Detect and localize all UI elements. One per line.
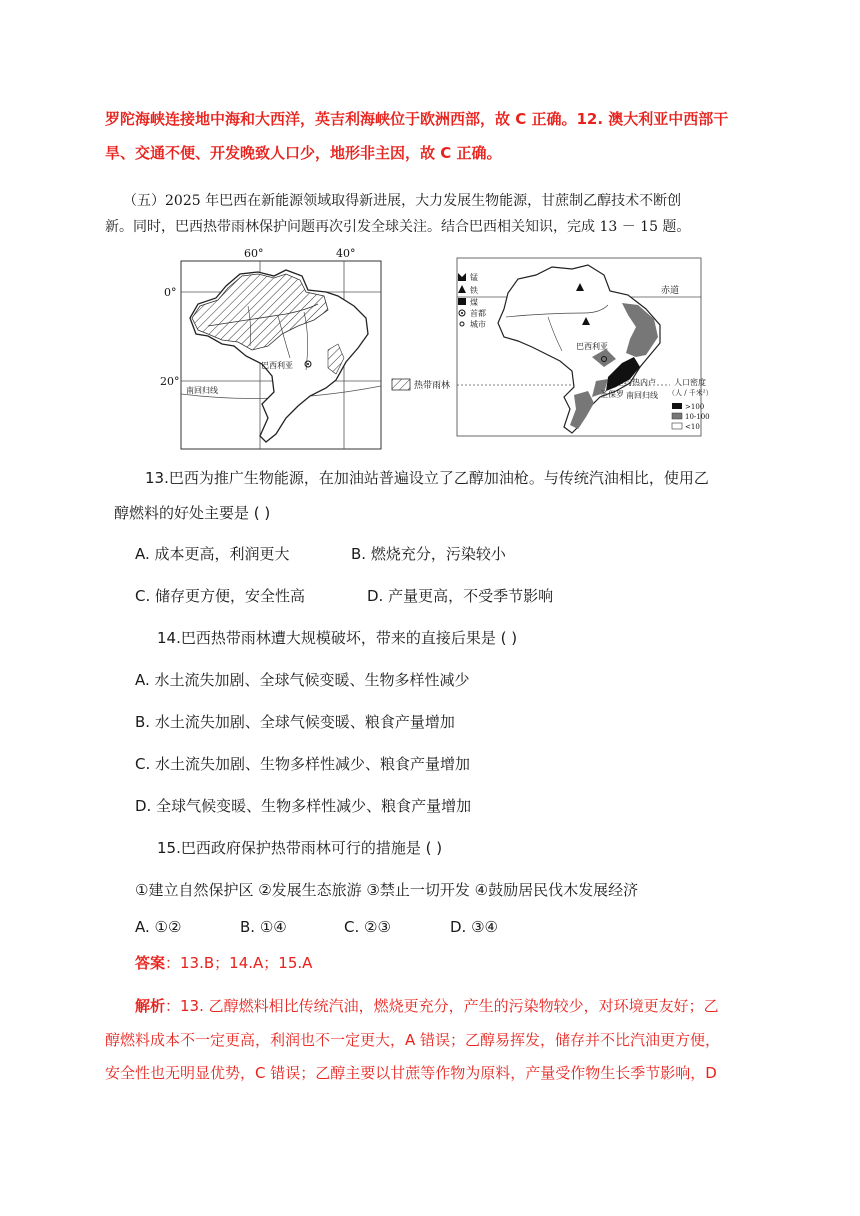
coal-icon	[458, 298, 466, 305]
density-title: 人口密度	[674, 378, 706, 387]
q15-option-b[interactable]: B. ①④	[240, 918, 287, 936]
analysis-line-2: 醇燃料成本不一定更高，利润也不一定更大，A 错误；乙醇易挥发，储存并不比汽油更方便，	[105, 1031, 721, 1049]
brazil-rainforest-map	[160, 246, 468, 452]
prev-analysis-line-2: 旱、交通不便、开发晚致人口少，地形非主因，故 C 正确。	[105, 144, 502, 162]
rio-label: 里约热内卢	[616, 378, 656, 387]
capital-label-right: 巴西利亚	[576, 342, 608, 351]
q14-stem: 14.巴西热带雨林遭大规模破坏，带来的直接后果是 ( )	[157, 629, 518, 647]
legend-city: 城市	[470, 320, 486, 329]
analysis-line-1	[135, 996, 719, 1016]
density-high-label: >100	[685, 403, 705, 411]
q13-option-b[interactable]: B. 燃烧充分，污染较小	[351, 545, 506, 563]
q14-option-c[interactable]: C. 水土流失加剧、生物多样性减少、粮食产量增加	[135, 755, 471, 773]
brazil-population-map	[456, 257, 713, 437]
q15-option-d[interactable]: D. ③④	[450, 918, 498, 936]
prev-analysis-line-1: 罗陀海峡连接地中海和大西洋，英吉利海峡位于欧洲西部，故 C 正确。12. 澳大利亚中西部干	[105, 110, 729, 128]
q15-option-c[interactable]: C. ②③	[344, 918, 391, 936]
density-low-swatch	[672, 423, 682, 429]
legend-iron: 铁	[470, 286, 478, 295]
rainforest-legend-label: 热带雨林	[414, 381, 451, 391]
capital-label: 巴西利亚	[261, 361, 293, 370]
density-unit: （人 / 千米²）	[668, 389, 713, 397]
density-low-label: <10	[685, 423, 700, 431]
density-mid-swatch	[672, 413, 682, 419]
q15-option-a[interactable]: A. ①②	[135, 918, 182, 936]
answer-text: ：13.B；14.A；15.A	[165, 954, 313, 972]
density-mid-label: 10-100	[685, 413, 710, 421]
intro-line-1: （五）2025 年巴西在新能源领域取得新进展，大力发展生物能源，甘蔗制乙醇技术不断创	[123, 193, 682, 209]
q14-option-a[interactable]: A. 水土流失加剧、全球气候变暖、生物多样性减少	[135, 671, 470, 689]
q13-option-c[interactable]: C. 储存更方便，安全性高	[135, 587, 306, 605]
q15-stem: 15.巴西政府保护热带雨林可行的措施是 ( )	[157, 839, 443, 857]
analysis-text-1: ：13. 乙醇燃料相比传统汽油，燃烧更充分，产生的污染物较少，对环境更友好；乙	[165, 997, 719, 1015]
lat-0-label: 0°	[164, 286, 177, 299]
q13-option-a[interactable]: A. 成本更高，利润更大	[135, 545, 290, 563]
analysis-line-3: 安全性也无明显优势，C 错误；乙醇主要以甘蔗等作物为原料，产量受作物生长季节影响，D	[105, 1064, 717, 1082]
equator-label: 赤道	[661, 286, 680, 296]
legend-capital: 首都	[470, 309, 486, 318]
tropic-label-left: 南回归线	[186, 386, 218, 395]
sao-label: 圣保罗	[600, 390, 624, 399]
answer-line	[135, 953, 312, 973]
q15-items: ①建立自然保护区 ②发展生态旅游 ③禁止一切开发 ④鼓励居民伐木发展经济	[135, 881, 639, 899]
legend-manganese: 锰	[470, 273, 478, 282]
lon-40-label: 40°	[336, 247, 356, 260]
q13-stem-2: 醇燃料的好处主要是 ( )	[114, 504, 271, 522]
tropic-label-right: 南回归线	[626, 391, 658, 400]
answer-label: 答案	[135, 954, 166, 972]
lon-60-label: 60°	[244, 247, 264, 260]
density-high-swatch	[672, 403, 682, 409]
q13-stem-1: 13.巴西为推广生物能源，在加油站普遍设立了乙醇加油枪。与传统汽油相比，使用乙	[145, 469, 709, 487]
analysis-label: 解析	[135, 997, 166, 1015]
rainforest-legend-swatch	[392, 379, 410, 390]
q13-option-d[interactable]: D. 产量更高，不受季节影响	[367, 587, 554, 605]
lat-20-label: 20°	[160, 375, 180, 388]
legend-coal: 煤	[470, 298, 478, 307]
intro-line-2: 新。同时，巴西热带雨林保护问题再次引发全球关注。结合巴西相关知识，完成 13 － 15 题。	[105, 219, 691, 235]
q14-option-d[interactable]: D. 全球气候变暖、生物多样性减少、粮食产量增加	[135, 797, 472, 815]
q14-option-b[interactable]: B. 水土流失加剧、全球气候变暖、粮食产量增加	[135, 713, 455, 731]
